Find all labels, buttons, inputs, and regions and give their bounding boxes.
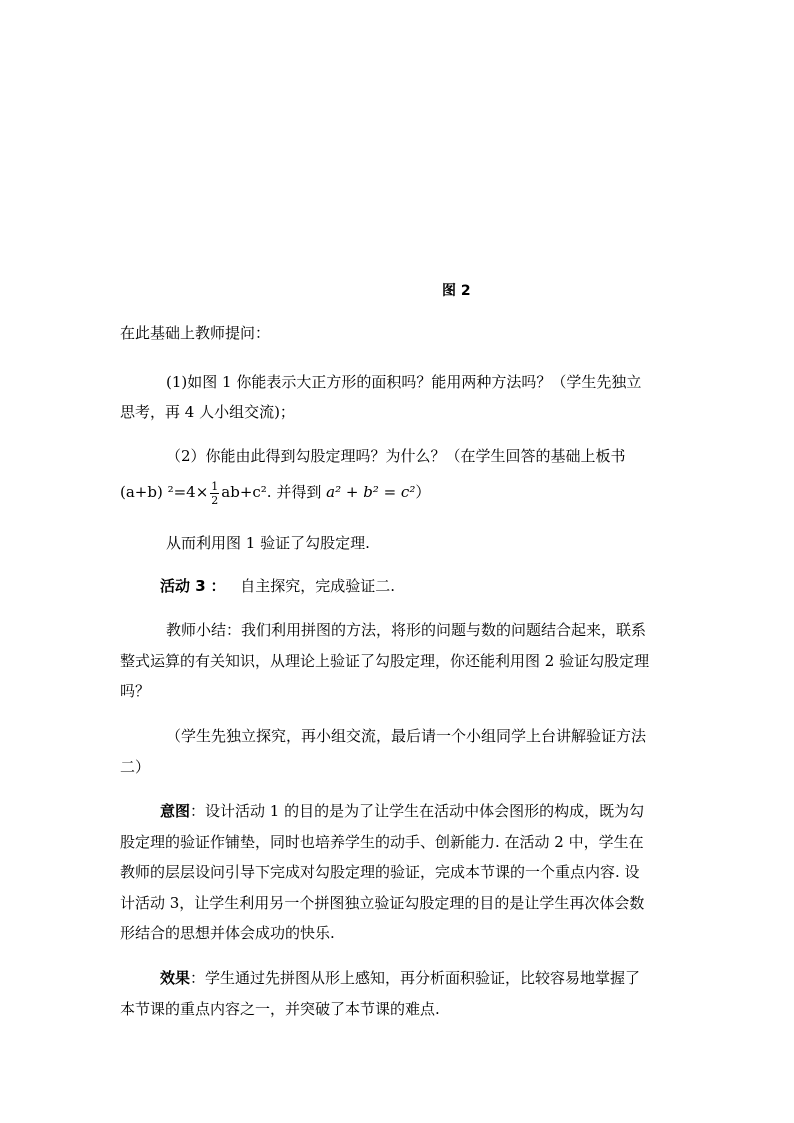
intent-line-4: 计活动 3，让学生利用另一个拼图独立验证勾股定理的目的是让学生再次体会数 (120, 894, 645, 912)
formula-close: ） (415, 483, 431, 501)
activity-3-text: 自主探究，完成验证二. (240, 577, 396, 595)
conclusion-text: 从而利用图 1 验证了勾股定理. (166, 534, 370, 552)
intent-label: 意图 (160, 802, 191, 820)
effect-line-1 (160, 968, 640, 988)
question-2-formula (120, 478, 430, 507)
intent-line-5: 形结合的思想并体会成功的快乐. (120, 924, 335, 942)
effect-label: 效果 (160, 969, 191, 987)
fraction-one-half (210, 480, 219, 507)
intent-line-3: 教师的层层设问引导下完成对勾股定理的验证，完成本节课的一个重点内容. 设 (120, 863, 640, 881)
activity-3-line (160, 576, 395, 596)
formula-middle: ab+c². 并得到 (221, 483, 322, 501)
activity-3-label: 活动 3 (160, 577, 206, 595)
effect-line-2: 本节课的重点内容之一，并突破了本节课的难点. (120, 1000, 440, 1018)
fraction-numerator: 1 (211, 479, 219, 493)
effect-text-1: ：学生通过先拼图从形上感知，再分析面积验证，比较容易地掌握了 (190, 969, 641, 987)
intent-line-2: 股定理的验证作铺垫，同时也培养学生的动手、创新能力. 在活动 2 中，学生在 (120, 833, 644, 851)
question-1-line-2: 思考，再 4 人小组交流)； (120, 403, 295, 421)
intent-line-1 (160, 801, 644, 821)
fraction-denominator: 2 (211, 493, 219, 507)
question-1-line-1: (1)如图 1 你能表示大正方形的面积吗？能用两种方法吗？（学生先独立 (166, 373, 642, 391)
student-note-line-2: 二） (120, 758, 151, 776)
summary-line-1: 教师小结：我们利用拼图的方法，将形的问题与数的问题结合起来，联系 (166, 621, 647, 639)
intro-text: 在此基础上教师提问： (120, 324, 271, 342)
summary-line-2: 整式运算的有关知识，从理论上验证了勾股定理，你还能利用图 2 验证勾股定理 (120, 652, 650, 670)
summary-line-3: 吗？ (120, 682, 151, 700)
student-note-line-1: （学生先独立探究，再小组交流，最后请一个小组同学上台讲解验证方法 (166, 727, 647, 745)
question-2-line-1: （2）你能由此得到勾股定理吗？为什么？（在学生回答的基础上板书 (166, 447, 626, 465)
formula-prefix: (a+b) ²=4× (120, 483, 209, 501)
pythagorean-equation: a² + b² = c² (326, 483, 416, 501)
activity-3-separator: ： (210, 577, 226, 595)
figure-caption: 图 2 (442, 283, 471, 299)
intent-text-1: ：设计活动 1 的目的是为了让学生在活动中体会图形的构成，既为勾 (190, 802, 645, 820)
